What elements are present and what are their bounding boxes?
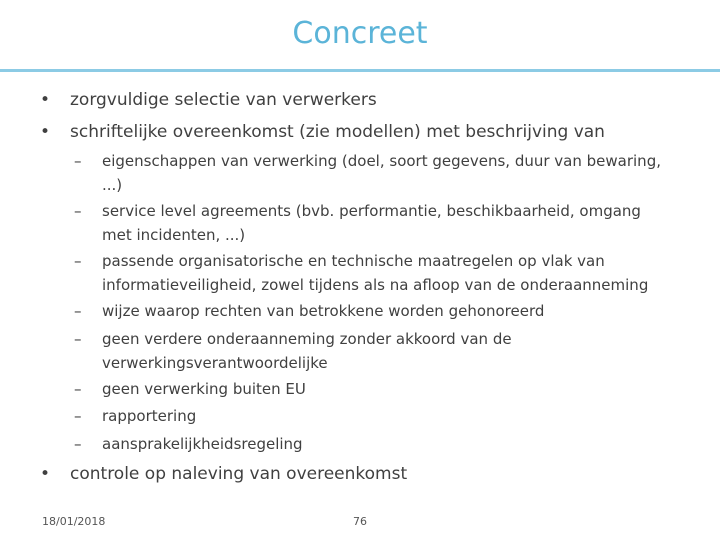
sub-item-text: wijze waarop rechten van betrokkene worden gehonoreerd (102, 302, 545, 320)
sub-item-line: passende organisatorische en technische maatregelen op vlak van (102, 252, 605, 270)
sub-item-text: aansprakelijkheidsregeling (102, 435, 303, 453)
footer-date: 18/01/2018 (42, 515, 106, 528)
sub-item-line: informatieveiligheid, zowel tijdens als na afloop van de onderaanneming (102, 276, 649, 294)
sub-item-marker: – (74, 202, 82, 220)
title-divider (0, 69, 720, 72)
bullet-text: zorgvuldige selectie van verwerkers (70, 90, 377, 110)
slide-title: Concreet (292, 16, 428, 51)
bullet-marker: • (40, 122, 51, 142)
sub-item-marker: – (74, 407, 82, 425)
sub-item-line: verwerkingsverantwoordelijke (102, 354, 328, 372)
sub-item-marker: – (74, 152, 82, 170)
sub-item-marker: – (74, 380, 82, 398)
sub-item-marker: – (74, 435, 82, 453)
sub-item-text (102, 149, 692, 197)
footer-page-number: 76 (353, 515, 367, 528)
sub-item-text (102, 249, 692, 297)
sub-item-text (102, 199, 692, 247)
sub-item-line: met incidenten, ...) (102, 226, 246, 244)
sub-item-marker: – (74, 302, 82, 320)
sub-item-line: geen verdere onderaanneming zonder akkoord van de (102, 330, 512, 348)
bullet-text: controle op naleving van overeenkomst (70, 464, 408, 484)
sub-item-marker: – (74, 330, 82, 348)
bullet-marker: • (40, 464, 51, 484)
sub-item-marker: – (74, 252, 82, 270)
bullet-text: schriftelijke overeenkomst (zie modellen) met beschrijving van (70, 122, 605, 142)
sub-item-line: service level agreements (bvb. performantie, beschikbaarheid, omgang (102, 202, 641, 220)
bullet-marker: • (40, 90, 51, 110)
sub-item-line: eigenschappen van verwerking (doel, soort gegevens, duur van bewaring, (102, 152, 661, 170)
sub-item-text: rapportering (102, 407, 197, 425)
sub-item-text: geen verwerking buiten EU (102, 380, 306, 398)
sub-item-line: ...) (102, 176, 123, 194)
sub-item-text (102, 327, 692, 375)
